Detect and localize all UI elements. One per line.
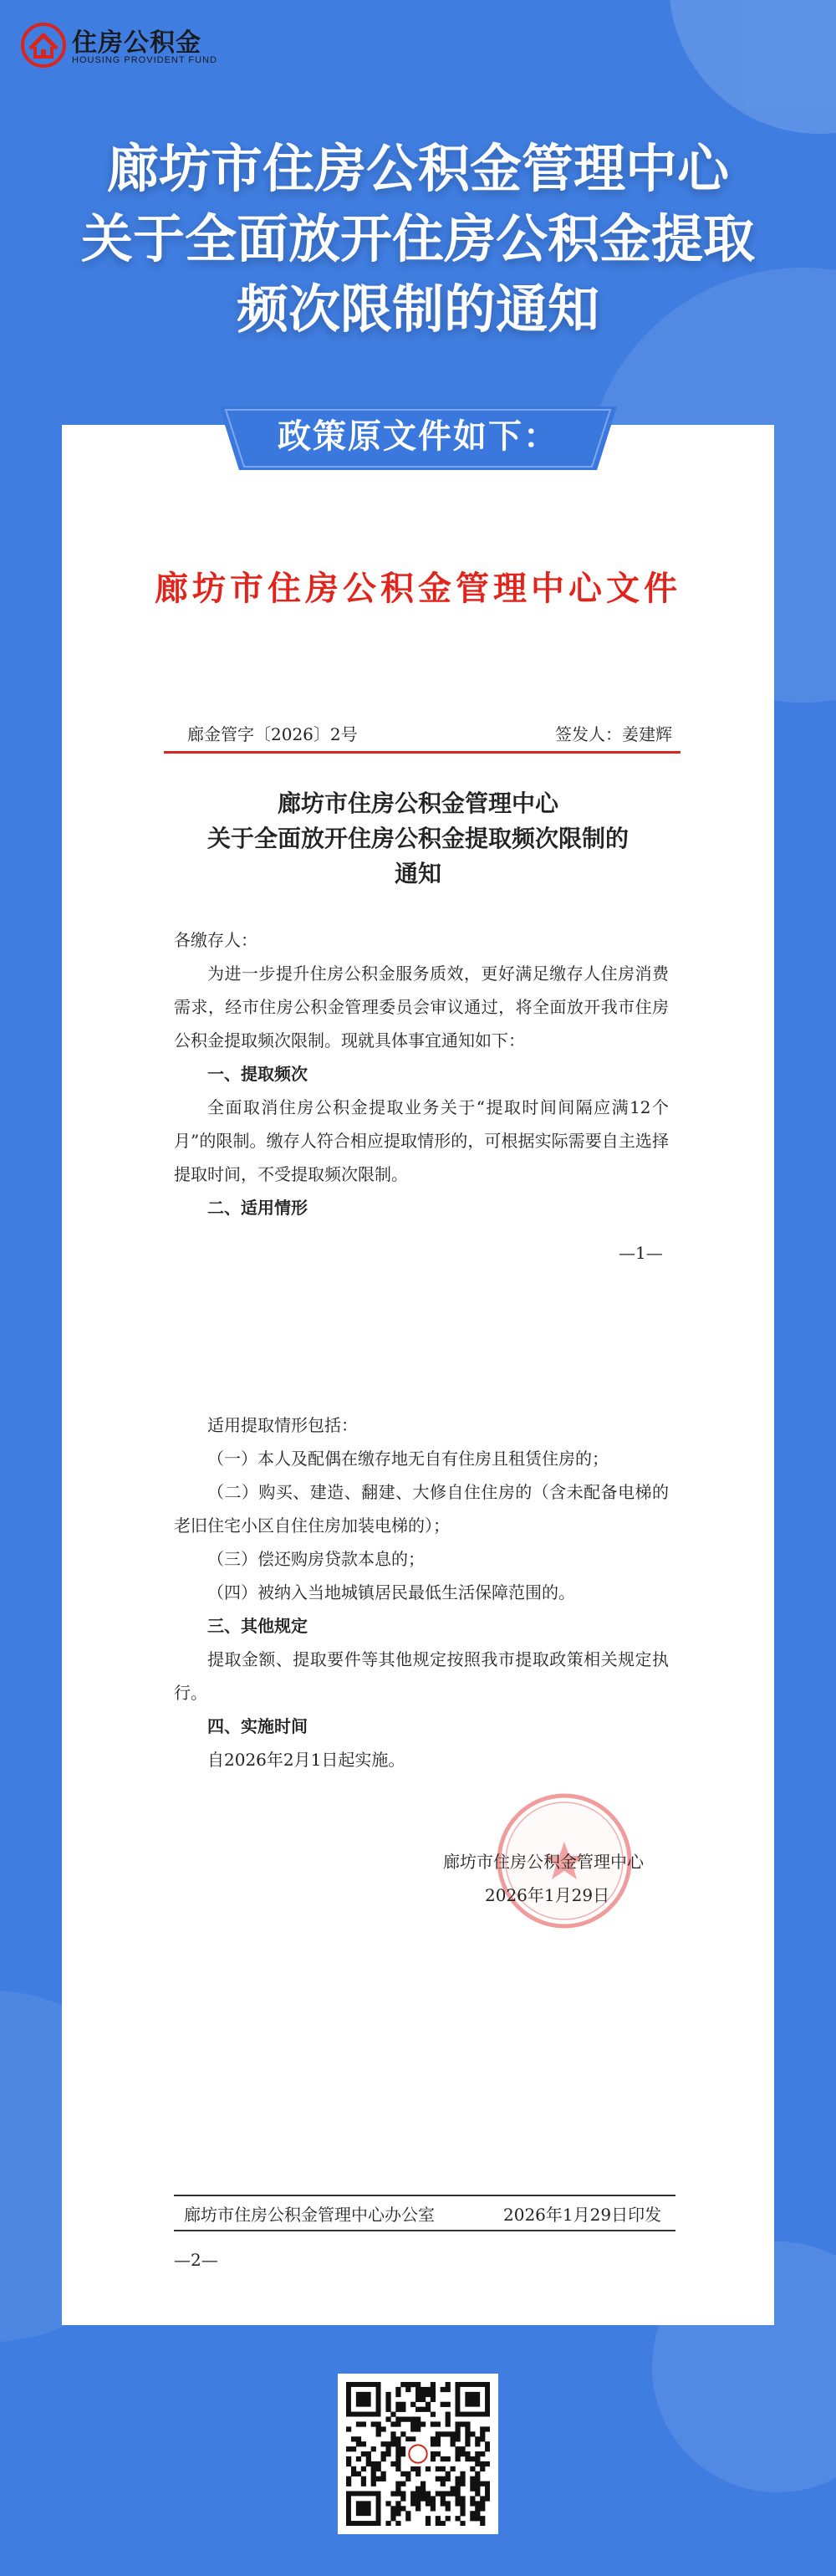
list-item: （二）购买、建造、翻建、大修自住住房的（含未配备电梯的老旧住宅小区自住住房加装电梯的）； [174,1482,669,1536]
red-divider [164,751,681,754]
banner-label: 政策原文件如下： [278,417,558,456]
document-number: 廊金管字〔2026〕2号 [187,724,358,744]
house-logo-icon [20,22,67,69]
qr-code-icon [346,2382,490,2526]
brand-name-en: HOUSING PROVIDENT FUND [72,55,217,65]
footer-divider [174,2195,675,2196]
background-circle [669,0,836,134]
section-heading: 三、其他规定 [207,1616,308,1636]
footer-print-date: 2026年1月29日印发 [503,2205,662,2225]
document-title-line-2: 关于全面放开住房公积金提取频次限制的 [206,825,629,852]
title-line-3: 频次限制的通知 [236,279,599,340]
salutation: 各缴存人： [174,930,257,950]
section-paragraph: 提取金额、提取要件等其他规定按照我市提取政策相关规定执行。 [174,1649,669,1703]
qr-code[interactable] [338,2374,498,2534]
footer-divider [174,2230,675,2231]
list-item: （四）被纳入当地城镇居民最低生活保障范围的。 [207,1582,575,1602]
document-title-line-1: 廊坊市住房公积金管理中心 [277,790,558,817]
title-line-1: 廊坊市住房公积金管理中心 [106,138,729,199]
footer-office: 廊坊市住房公积金管理中心办公室 [184,2205,435,2225]
document-paper [62,425,774,2325]
section-paragraph: 自2026年2月1日起实施。 [207,1750,405,1770]
issue-date: 2026年1月29日 [485,1885,610,1905]
issuer-name: 廊坊市住房公积金管理中心 [443,1852,644,1872]
section-heading: 一、提取频次 [207,1064,308,1084]
intro-paragraph: 为进一步提升住房公积金服务质效，更好满足缴存人住房消费需求，经市住房公积金管理委员会审议通过，将全面放开我市住房公积金提取频次限制。现就具体事宜通知如下： [174,963,669,1050]
list-item: （三）偿还购房贷款本息的； [207,1549,425,1569]
document-title [62,786,774,892]
section-intro: 适用提取情形包括： [207,1415,358,1435]
section-heading: 四、实施时间 [207,1716,308,1736]
brand-name: 住房公积金 [72,28,201,58]
page-title [0,134,836,345]
document-signer: 签发人：姜建辉 [555,724,672,744]
title-line-2: 关于全面放开住房公积金提取 [80,208,755,269]
document-body-page-1 [174,923,669,1224]
document-body-page-2 [174,1408,669,1776]
page-number: —1— [619,1243,663,1263]
document-title-line-3: 通知 [394,860,441,887]
list-item: （一）本人及配偶在缴存地无自有住房且租赁住房的； [207,1449,609,1469]
section-paragraph: 全面取消住房公积金提取业务关于“提取时间间隔应满12个月”的限制。缴存人符合相应提取情形的，可根据实际需要自主选择提取时间，不受提取频次限制。 [174,1097,669,1184]
document-header: 廊坊市住房公积金管理中心文件 [155,569,681,608]
section-heading: 二、适用情形 [207,1198,308,1218]
section-banner [219,406,617,470]
brand-logo [20,18,229,72]
page-number: —2— [174,2250,218,2270]
